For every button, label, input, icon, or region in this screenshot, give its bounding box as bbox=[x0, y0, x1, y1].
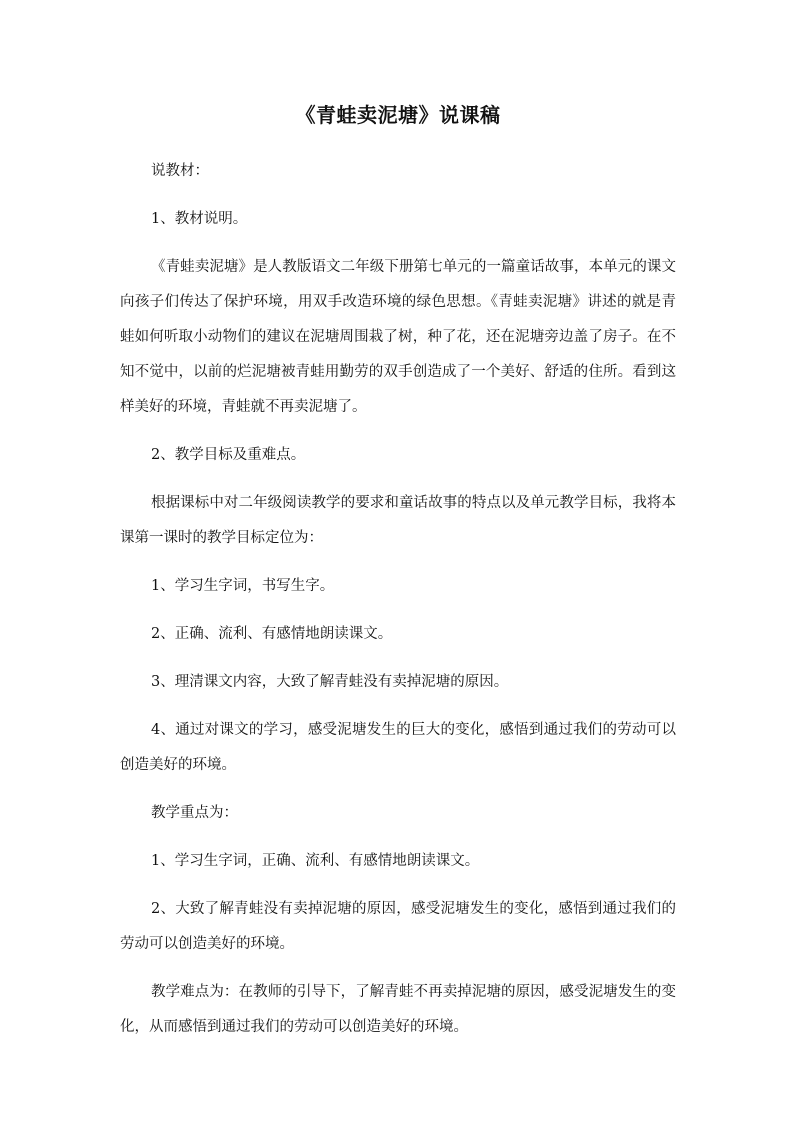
paragraph: 1、教材说明。 bbox=[151, 211, 248, 227]
paragraph: 教学难点为：在教师的引导下，了解青蛙不再卖掉泥塘的原因，感受泥塘发生的变化，从而感悟到通过我们的劳动可以创造美好的环境。 bbox=[120, 984, 676, 1035]
paragraph: 2、教学目标及重难点。 bbox=[151, 447, 306, 463]
paragraph: 3、理清课文内容，大致了解青蛙没有卖掉泥塘的原因。 bbox=[151, 674, 509, 690]
paragraph: 《青蛙卖泥塘》是人教版语文二年级下册第七单元的一篇童话故事，本单元的课文向孩子们传达了保护环境，用双手改造环境的绿色思想。《青蛙卖泥塘》讲述的就是青蛙如何听取小动物们的建议在泥塘周围栽了树，种了花，还在泥塘旁边盖了房子。在不知不觉中，以前的烂泥塘被青蛙用勤劳的双手创造成了一个美好、舒适的住所。看到这样美好的环境，青蛙就不再卖泥塘了。 bbox=[120, 259, 676, 415]
paragraph: 2、正确、流利、有感情地朗读课文。 bbox=[151, 626, 393, 642]
document-page bbox=[120, 98, 676, 1058]
paragraph: 说教材： bbox=[151, 163, 209, 179]
paragraph: 4、通过对课文的学习，感受泥塘发生的巨大的变化，感悟到通过我们的劳动可以创造美好的环境。 bbox=[120, 722, 676, 773]
document-title: 《青蛙卖泥塘》说课稿 bbox=[295, 103, 501, 127]
paragraph: 1、学习生字词，书写生字。 bbox=[151, 578, 335, 594]
paragraph: 2、大致了解青蛙没有卖掉泥塘的原因，感受泥塘发生的变化，感悟到通过我们的劳动可以创造美好的环境。 bbox=[120, 901, 676, 952]
paragraph: 1、学习生字词，正确、流利、有感情地朗读课文。 bbox=[151, 853, 480, 869]
paragraph: 教学重点为： bbox=[151, 805, 238, 821]
paragraph: 根据课标中对二年级阅读教学的要求和童话故事的特点以及单元教学目标，我将本课第一课时的教学目标定位为： bbox=[120, 495, 676, 546]
